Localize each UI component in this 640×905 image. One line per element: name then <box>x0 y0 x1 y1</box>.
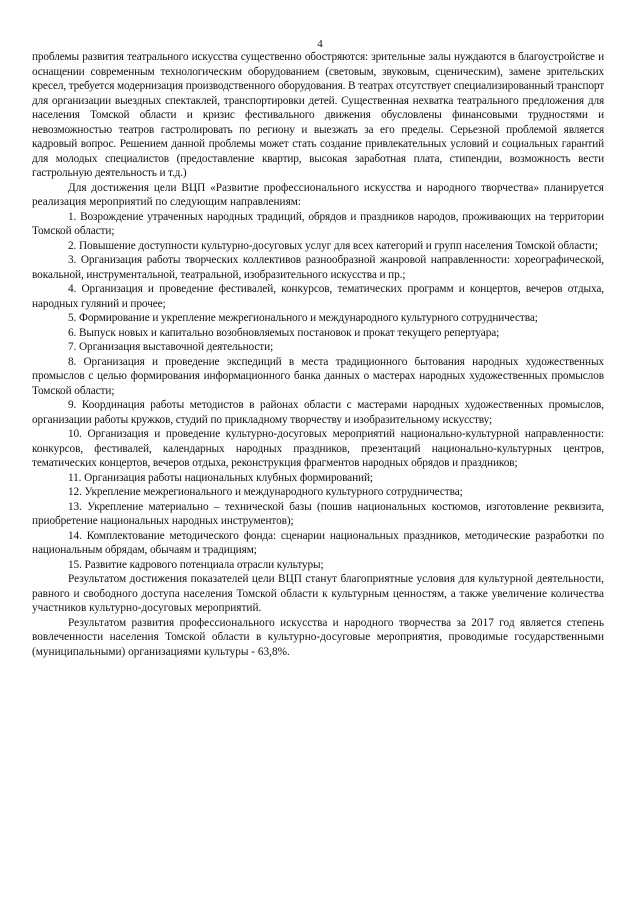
page-number: 4 <box>317 38 323 50</box>
list-item-6: 6. Выпуск новых и капитально возобновляемых постановок и прокат текущего репертуара; <box>68 326 500 339</box>
result-paragraph: Результатом достижения показателей цели ВЦП станут благоприятные условия для культурной деятельности, равного и свободного доступа населения Томской области к культурным ценностям, а также увеличение количества участников культурно-досуговых мероприятий. <box>32 573 604 614</box>
list-item-3: 3. Организация работы творческих коллективов разнообразной жанровой направленности: хореографической, вокальной, инструментальной, театральной, изобразительного искусства и пр.; <box>32 254 604 281</box>
list-item-14: 14. Комплектование методического фонда: сценарии национальных праздников, методические разработки по национальным обрядам, обычаям и традициям; <box>32 529 604 556</box>
result-2017-paragraph: Результатом развития профессионального искусства и народного творчества за 2017 год является степень вовлеченности населения Томской области в культурно-досуговые мероприятия, проводимые государственными (муниципальными) организациями культуры - 63,8%. <box>32 616 604 658</box>
list-item-2: 2. Повышение доступности культурно-досуговых услуг для всех категорий и групп населения Томской области; <box>68 239 598 252</box>
list-item-11: 11. Организация работы национальных клубных формирований; <box>68 471 373 484</box>
list-item-12: 12. Укрепление межрегионального и международного культурного сотрудничества; <box>68 486 463 498</box>
intro-paragraph: проблемы развития театрального искусства существенно обостряются: зрительные залы нуждаются в благоустройстве и оснащении современным технологическим оборудованием (световым, звуковым, сценическим), замене зрительских кресел, требуется модернизация производственного оборудования. В театрах отсутствует специализированный транспорт для организации выездных спектаклей, транспортировки детей. Существенная нехватка театрального предложения для населения Томской области и кризис фестивального движения обусловлены финансовыми трудностями и невозможностью театров гастролировать по региону и выезжать за его пределы. Серьезной проблемой является кадровый вопрос. Решением данной проблемы может стать создание привлекательных условий и социальных гарантий для молодых специалистов (предоставление квартир, высокая заработная плата, стипендии, возможность вести гастрольную деятельность и т.д.) <box>32 51 604 179</box>
list-item-4: 4. Организация и проведение фестивалей, конкурсов, тематических программ и концертов, вечеров отдыха, народных гуляний и прочее; <box>32 283 604 310</box>
list-item-10: 10. Организация и проведение культурно-досуговых мероприятий национально-культурной направленности: конкурсов, фестивалей, календарных народных праздников, презентаций национально-культурных центров, тематических концертов, вечеров отдыха, реконструкция фрагментов народных обрядов и праздников; <box>32 428 604 469</box>
document-body <box>32 50 604 659</box>
list-item-13: 13. Укрепление материально – технической базы (пошив национальных костюмов, изготовление реквизита, приобретение национальных народных инструментов); <box>32 500 604 527</box>
list-item-5: 5. Формирование и укрепление межрегионального и международного культурного сотрудничества; <box>68 312 538 324</box>
list-item-15: 15. Развитие кадрового потенциала отрасли культуры; <box>68 558 324 571</box>
list-item-1: 1. Возрождение утраченных народных традиций, обрядов и праздников народов, проживающих на территории Томской области; <box>32 210 604 237</box>
list-item-8: 8. Организация и проведение экспедиций в места традиционного бытования народных художественных промыслов с целью формирования информационного банка данных о мастерах народных художественных промыслов Томской области; <box>32 355 604 397</box>
list-item-9: 9. Координация работы методистов в районах области с мастерами народных художественных промыслов, организации работы кружков, студий по прикладному творчеству и изобразительному искусству; <box>32 399 604 426</box>
list-item-7: 7. Организация выставочной деятельности; <box>68 341 274 353</box>
goal-paragraph: Для достижения цели ВЦП «Развитие профессионального искусства и народного творчества» планируется реализация мероприятий по следующим направлениям: <box>32 181 604 208</box>
